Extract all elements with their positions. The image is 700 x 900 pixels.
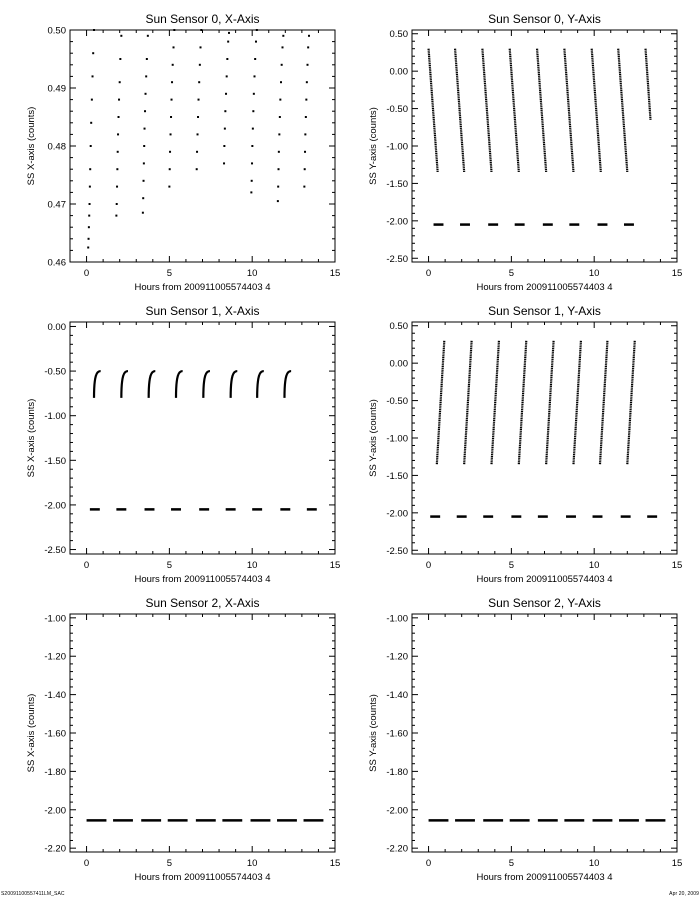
y-tick-label: -1.50 bbox=[386, 178, 408, 190]
x-tick-label: 15 bbox=[671, 858, 683, 869]
chart-panel-1 bbox=[368, 12, 682, 293]
data-point bbox=[304, 168, 306, 170]
data-point bbox=[255, 41, 257, 43]
data-point bbox=[143, 145, 145, 147]
data-point bbox=[118, 116, 120, 118]
data-point bbox=[197, 116, 199, 118]
data-point bbox=[87, 247, 89, 249]
y-tick-label: -2.00 bbox=[386, 508, 408, 520]
data-point bbox=[146, 58, 148, 60]
data-point bbox=[196, 168, 198, 170]
data-point bbox=[93, 29, 95, 31]
data-point bbox=[307, 46, 309, 48]
chart-panel-3 bbox=[368, 304, 682, 585]
plot-frame bbox=[70, 30, 335, 262]
data-point bbox=[88, 215, 90, 217]
x-axis-label: Hours from 200911005574403 4 bbox=[476, 574, 613, 585]
data-ramp bbox=[618, 49, 627, 172]
data-point bbox=[252, 128, 254, 130]
data-point bbox=[224, 128, 226, 130]
data-point bbox=[224, 110, 226, 112]
data-arc bbox=[94, 371, 101, 398]
data-point bbox=[252, 110, 254, 112]
series-ramps bbox=[437, 341, 635, 464]
x-tick-label: 0 bbox=[83, 858, 90, 869]
data-point bbox=[226, 58, 228, 60]
data-point bbox=[251, 162, 253, 164]
data-ramp bbox=[482, 49, 491, 172]
y-tick-label: 0.47 bbox=[47, 199, 66, 211]
data-ramp bbox=[492, 341, 499, 464]
x-tick-label: 10 bbox=[588, 560, 600, 571]
plot-frame bbox=[412, 614, 677, 852]
series-pass8 bbox=[277, 35, 284, 202]
y-tick-label: 0.50 bbox=[389, 29, 408, 41]
y-tick-label: 0.00 bbox=[389, 358, 408, 370]
data-point bbox=[225, 93, 227, 95]
data-ramp bbox=[537, 49, 546, 172]
data-arc bbox=[231, 371, 238, 398]
data-point bbox=[281, 64, 283, 66]
data-point bbox=[115, 215, 117, 217]
y-tick-label: -2.00 bbox=[386, 216, 408, 228]
data-point bbox=[251, 145, 253, 147]
y-tick-label: -1.20 bbox=[44, 651, 66, 663]
x-tick-label: 5 bbox=[508, 560, 515, 571]
y-tick-label: -0.50 bbox=[386, 104, 408, 116]
data-point bbox=[144, 128, 146, 130]
data-point bbox=[308, 35, 310, 37]
data-point bbox=[305, 99, 307, 101]
x-tick-label: 5 bbox=[166, 268, 173, 279]
data-point bbox=[89, 168, 91, 170]
data-point bbox=[277, 200, 279, 202]
data-point bbox=[92, 75, 94, 77]
x-tick-label: 15 bbox=[671, 268, 683, 279]
y-tick-label: 0.00 bbox=[389, 66, 408, 78]
data-ramp bbox=[564, 49, 573, 172]
x-tick-label: 5 bbox=[166, 560, 173, 571]
y-tick-label: 0.50 bbox=[389, 321, 408, 333]
y-tick-label: -1.50 bbox=[44, 455, 66, 467]
data-point bbox=[197, 133, 199, 135]
x-tick-label: 15 bbox=[329, 268, 341, 279]
data-point bbox=[227, 41, 229, 43]
x-tick-label: 10 bbox=[588, 858, 600, 869]
data-point bbox=[119, 81, 121, 83]
data-point bbox=[277, 186, 279, 188]
data-point bbox=[200, 46, 202, 48]
y-tick-label: -2.20 bbox=[386, 843, 408, 855]
x-tick-label: 10 bbox=[588, 268, 600, 279]
data-point bbox=[89, 186, 91, 188]
series-pass7 bbox=[250, 29, 257, 193]
data-arc bbox=[203, 371, 210, 398]
data-point bbox=[147, 35, 149, 37]
data-point bbox=[143, 162, 145, 164]
data-point bbox=[173, 29, 175, 31]
data-point bbox=[254, 75, 256, 77]
data-point bbox=[168, 186, 170, 188]
data-point bbox=[143, 180, 145, 182]
y-tick-label: -1.00 bbox=[386, 141, 408, 153]
y-tick-label: -1.00 bbox=[386, 613, 408, 625]
y-tick-label: 0.49 bbox=[47, 83, 66, 95]
x-axis-label: Hours from 200911005574403 4 bbox=[476, 872, 613, 883]
data-point bbox=[88, 226, 90, 228]
data-point bbox=[119, 58, 121, 60]
chart-title: Sun Sensor 2, X-Axis bbox=[145, 596, 260, 610]
data-point bbox=[226, 75, 228, 77]
data-point bbox=[89, 203, 91, 205]
data-ramp bbox=[519, 341, 526, 464]
series-pass6 bbox=[223, 32, 230, 165]
series-pass5 bbox=[196, 29, 203, 170]
data-point bbox=[172, 64, 174, 66]
footer-filename: S20091100557411LM_SAC bbox=[1, 891, 65, 897]
data-point bbox=[279, 99, 281, 101]
data-point bbox=[223, 145, 225, 147]
x-tick-label: 0 bbox=[425, 560, 432, 571]
y-tick-label: -1.60 bbox=[44, 728, 66, 740]
series-pass1 bbox=[87, 29, 95, 249]
data-ramp bbox=[592, 49, 601, 172]
x-tick-label: 10 bbox=[246, 560, 258, 571]
data-ramp bbox=[455, 49, 464, 172]
chart-panel-4 bbox=[26, 596, 340, 883]
x-tick-label: 0 bbox=[83, 268, 90, 279]
chart-title: Sun Sensor 1, Y-Axis bbox=[488, 304, 601, 318]
data-arc bbox=[176, 371, 183, 398]
data-arc bbox=[121, 371, 128, 398]
x-tick-label: 0 bbox=[425, 268, 432, 279]
data-point bbox=[253, 93, 255, 95]
y-tick-label: -2.00 bbox=[44, 805, 66, 817]
data-ramp bbox=[646, 49, 651, 120]
y-tick-label: -1.50 bbox=[386, 470, 408, 482]
data-point bbox=[254, 58, 256, 60]
data-ramp bbox=[627, 341, 634, 464]
data-ramp bbox=[429, 49, 438, 172]
y-axis-label: SS Y-axis (counts) bbox=[368, 694, 379, 772]
data-point bbox=[228, 32, 230, 34]
plot-frame bbox=[70, 614, 335, 852]
data-point bbox=[223, 162, 225, 164]
y-axis-label: SS X-axis (counts) bbox=[26, 398, 37, 478]
y-axis-label: SS X-axis (counts) bbox=[26, 693, 37, 773]
data-point bbox=[282, 35, 284, 37]
data-point bbox=[171, 81, 173, 83]
x-tick-label: 10 bbox=[246, 858, 258, 869]
data-point bbox=[306, 81, 308, 83]
y-tick-label: -1.00 bbox=[44, 411, 66, 423]
data-arc bbox=[257, 371, 264, 398]
x-axis-label: Hours from 200911005574403 4 bbox=[134, 282, 271, 293]
data-point bbox=[256, 29, 258, 31]
y-axis-label: SS Y-axis (counts) bbox=[368, 399, 379, 477]
y-tick-label: 0.46 bbox=[47, 257, 66, 269]
data-point bbox=[305, 116, 307, 118]
chart-panel-5 bbox=[368, 596, 682, 883]
data-point bbox=[142, 197, 144, 199]
data-point bbox=[303, 186, 305, 188]
series-arcs bbox=[94, 371, 291, 398]
x-axis-label: Hours from 200911005574403 4 bbox=[134, 574, 271, 585]
data-point bbox=[281, 46, 283, 48]
data-point bbox=[251, 180, 253, 182]
chart-title: Sun Sensor 1, X-Axis bbox=[145, 304, 260, 318]
data-point bbox=[116, 168, 118, 170]
data-point bbox=[278, 133, 280, 135]
series-pass3 bbox=[142, 35, 149, 214]
data-point bbox=[250, 191, 252, 193]
data-point bbox=[200, 29, 202, 31]
data-point bbox=[116, 203, 118, 205]
chart-panel-2 bbox=[26, 304, 340, 585]
data-point bbox=[145, 75, 147, 77]
data-point bbox=[88, 238, 90, 240]
x-tick-label: 0 bbox=[425, 858, 432, 869]
y-tick-label: -2.50 bbox=[44, 545, 66, 557]
y-tick-label: -2.50 bbox=[386, 545, 408, 557]
y-tick-label: 0.00 bbox=[47, 321, 66, 333]
data-point bbox=[169, 168, 171, 170]
data-point bbox=[173, 46, 175, 48]
series-pass2 bbox=[115, 35, 122, 217]
data-point bbox=[90, 122, 92, 124]
y-tick-label: 0.48 bbox=[47, 141, 66, 153]
x-tick-label: 15 bbox=[329, 858, 341, 869]
y-tick-label: -2.00 bbox=[386, 805, 408, 817]
data-point bbox=[142, 212, 144, 214]
data-point bbox=[116, 186, 118, 188]
data-ramp bbox=[573, 341, 580, 464]
data-point bbox=[198, 99, 200, 101]
chart-title: Sun Sensor 2, Y-Axis bbox=[488, 596, 601, 610]
y-tick-label: -1.80 bbox=[386, 766, 408, 778]
x-tick-label: 5 bbox=[166, 858, 173, 869]
y-tick-label: -1.60 bbox=[386, 728, 408, 740]
series-ramps bbox=[429, 49, 651, 172]
data-point bbox=[280, 81, 282, 83]
chart-title: Sun Sensor 0, X-Axis bbox=[145, 12, 260, 26]
y-tick-label: -1.80 bbox=[44, 766, 66, 778]
x-tick-label: 0 bbox=[83, 560, 90, 571]
data-point bbox=[196, 151, 198, 153]
data-point bbox=[117, 151, 119, 153]
data-point bbox=[307, 64, 309, 66]
series-pass4 bbox=[168, 29, 175, 188]
data-point bbox=[169, 151, 171, 153]
data-point bbox=[92, 52, 94, 54]
data-point bbox=[170, 133, 172, 135]
data-point bbox=[170, 116, 172, 118]
plot-frame bbox=[70, 322, 335, 554]
data-point bbox=[198, 81, 200, 83]
data-arc bbox=[149, 371, 156, 398]
data-ramp bbox=[437, 341, 444, 464]
data-point bbox=[120, 35, 122, 37]
plot-frame bbox=[412, 322, 677, 554]
y-tick-label: -1.00 bbox=[386, 433, 408, 445]
data-arc bbox=[284, 371, 291, 398]
x-tick-label: 10 bbox=[246, 268, 258, 279]
data-point bbox=[91, 99, 93, 101]
y-tick-label: -0.50 bbox=[44, 366, 66, 378]
y-tick-label: -1.00 bbox=[44, 613, 66, 625]
data-point bbox=[278, 151, 280, 153]
data-ramp bbox=[464, 341, 471, 464]
y-tick-label: -1.40 bbox=[44, 690, 66, 702]
y-tick-label: -0.50 bbox=[386, 396, 408, 408]
data-point bbox=[304, 133, 306, 135]
series-pass9 bbox=[303, 35, 310, 188]
y-axis-label: SS Y-axis (counts) bbox=[368, 107, 379, 185]
data-point bbox=[117, 133, 119, 135]
data-point bbox=[171, 99, 173, 101]
data-ramp bbox=[600, 341, 607, 464]
x-tick-label: 5 bbox=[508, 268, 515, 279]
data-point bbox=[278, 168, 280, 170]
chart-title: Sun Sensor 0, Y-Axis bbox=[488, 12, 601, 26]
data-point bbox=[144, 110, 146, 112]
x-tick-label: 5 bbox=[508, 858, 515, 869]
data-point bbox=[118, 99, 120, 101]
y-tick-label: 0.50 bbox=[47, 25, 66, 37]
y-tick-label: -2.00 bbox=[44, 500, 66, 512]
y-axis-label: SS X-axis (counts) bbox=[26, 106, 37, 186]
x-axis-label: Hours from 200911005574403 4 bbox=[476, 282, 613, 293]
data-point bbox=[304, 151, 306, 153]
y-tick-label: -2.50 bbox=[386, 253, 408, 265]
x-tick-label: 15 bbox=[329, 560, 341, 571]
data-ramp bbox=[510, 49, 519, 172]
data-ramp bbox=[546, 341, 553, 464]
y-tick-label: -2.20 bbox=[44, 843, 66, 855]
data-point bbox=[90, 145, 92, 147]
y-tick-label: -1.20 bbox=[386, 651, 408, 663]
data-point bbox=[145, 93, 147, 95]
chart-panel-0 bbox=[26, 12, 340, 293]
y-tick-label: -1.40 bbox=[386, 690, 408, 702]
footer-date: Apr 20, 2009 bbox=[669, 891, 699, 897]
data-point bbox=[279, 116, 281, 118]
data-point bbox=[199, 64, 201, 66]
x-tick-label: 15 bbox=[671, 560, 683, 571]
x-axis-label: Hours from 200911005574403 4 bbox=[134, 872, 271, 883]
